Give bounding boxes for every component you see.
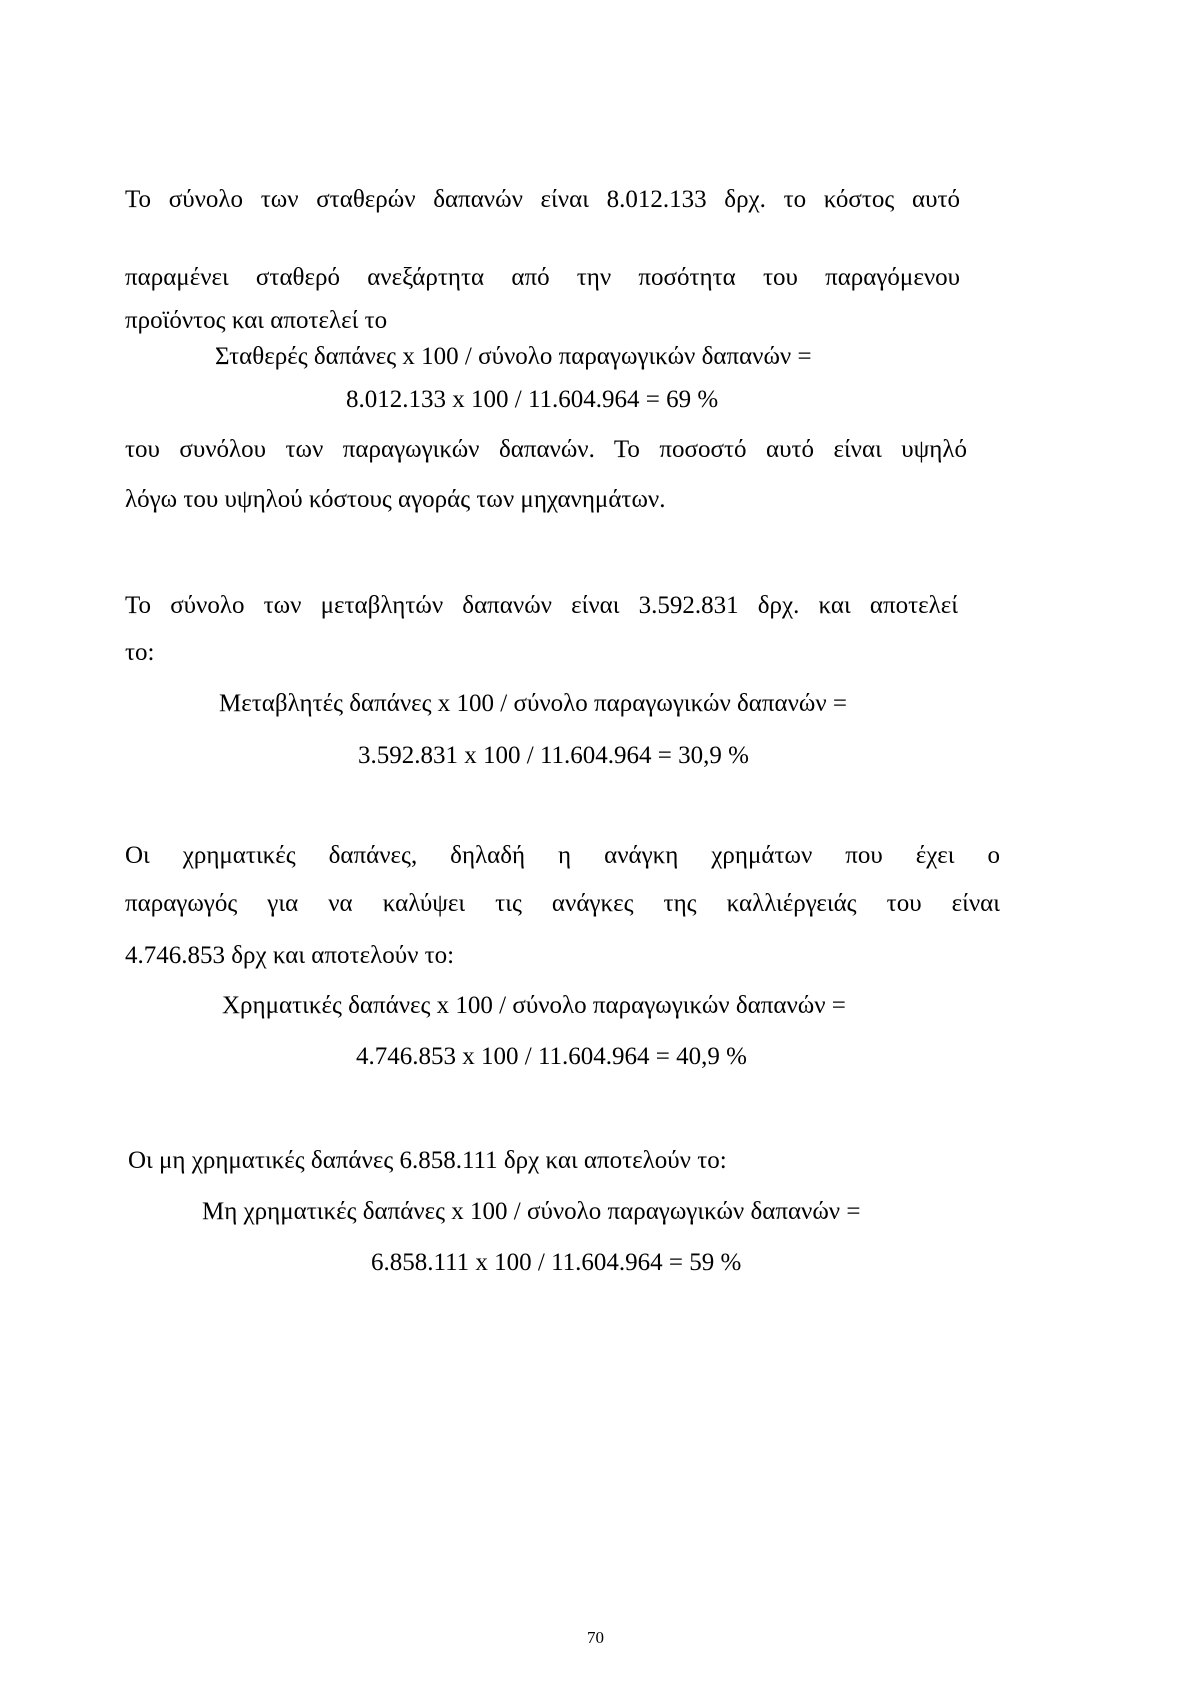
variable-costs-calculation: 3.592.831 x 100 / 11.604.964 = 30,9 % bbox=[358, 742, 749, 769]
monetary-costs-calculation: 4.746.853 x 100 / 11.604.964 = 40,9 % bbox=[356, 1043, 747, 1070]
fixed-costs-line-4: του συνόλου των παραγωγικών δαπανών. Το ποσοστό αυτό είναι υψηλό bbox=[125, 436, 967, 463]
fixed-costs-calculation: 8.012.133 x 100 / 11.604.964 = 69 % bbox=[346, 386, 719, 413]
non-monetary-costs-line-1: Οι μη χρηματικές δαπάνες 6.858.111 δρχ και αποτελούν το: bbox=[128, 1147, 727, 1174]
fixed-costs-line-5: λόγω του υψηλού κόστους αγοράς των μηχανημάτων. bbox=[125, 486, 666, 513]
non-monetary-costs-formula: Μη χρηματικές δαπάνες x 100 / σύνολο παραγωγικών δαπανών = bbox=[202, 1198, 861, 1225]
fixed-costs-line-3: προϊόντος και αποτελεί το bbox=[125, 307, 388, 334]
variable-costs-formula: Μεταβλητές δαπάνες x 100 / σύνολο παραγωγικών δαπανών = bbox=[219, 690, 848, 717]
monetary-costs-line-1: Οι χρηματικές δαπάνες, δηλαδή η ανάγκη χρημάτων που έχει ο bbox=[125, 842, 1000, 869]
fixed-costs-line-1: Το σύνολο των σταθερών δαπανών είναι 8.012.133 δρχ. το κόστος αυτό bbox=[125, 186, 960, 213]
variable-costs-line-2: το: bbox=[125, 639, 155, 666]
monetary-costs-line-3: 4.746.853 δρχ και αποτελούν το: bbox=[125, 942, 455, 969]
variable-costs-line-1: Το σύνολο των μεταβλητών δαπανών είναι 3.592.831 δρχ. και αποτελεί bbox=[125, 592, 958, 619]
monetary-costs-line-2: παραγωγός για να καλύψει τις ανάγκες της καλλιέργειάς του είναι bbox=[125, 890, 1000, 917]
monetary-costs-formula: Χρηματικές δαπάνες x 100 / σύνολο παραγωγικών δαπανών = bbox=[222, 992, 846, 1019]
fixed-costs-formula: Σταθερές δαπάνες x 100 / σύνολο παραγωγικών δαπανών = bbox=[215, 343, 812, 370]
page-number: 70 bbox=[587, 1628, 604, 1647]
non-monetary-costs-calculation: 6.858.111 x 100 / 11.604.964 = 59 % bbox=[371, 1249, 742, 1276]
fixed-costs-line-2: παραμένει σταθερό ανεξάρτητα από την ποσότητα του παραγόμενου bbox=[125, 264, 960, 291]
